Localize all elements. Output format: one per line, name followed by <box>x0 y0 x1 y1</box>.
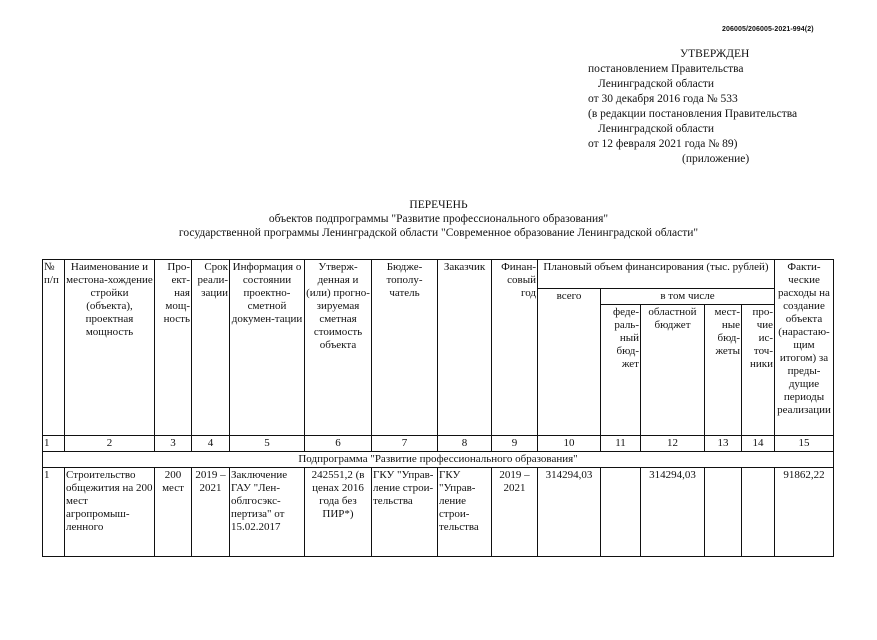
column-number: 3 <box>155 436 192 452</box>
header-actual: Факти-ческие расходы на создание объекта (нарастаю-щим итогом) за преды-дущие периоды реализации <box>775 260 834 436</box>
column-number: 4 <box>192 436 230 452</box>
header-num: № п/п <box>43 260 65 436</box>
approval-line: от 30 декабря 2016 года № 533 <box>588 93 738 105</box>
header-local: мест-ные бюд-жеты <box>705 305 742 436</box>
row-docs: Заключение ГАУ "Лен-облгосэкс-пертиза" от 15.02.2017 <box>230 468 305 557</box>
header-period: Срок реали-зации <box>192 260 230 436</box>
row-customer: ГКУ "Управ-ление строи-тельства <box>438 468 492 557</box>
column-number: 8 <box>438 436 492 452</box>
title-line: объектов подпрограммы "Развитие профессионального образования" <box>268 213 609 225</box>
row-regional: 314294,03 <box>641 468 705 557</box>
header-fin-year: Финан-совый год <box>492 260 538 436</box>
header-total: всего <box>538 289 601 436</box>
row-period: 2019 – 2021 <box>192 468 230 557</box>
column-number: 12 <box>641 436 705 452</box>
approval-stamp <box>588 47 848 167</box>
column-number: 6 <box>305 436 372 452</box>
header-regional: областной бюджет <box>641 305 705 436</box>
row-fin-year: 2019 – 2021 <box>492 468 538 557</box>
approval-line: от 12 февраля 2021 года № 89) <box>588 138 738 150</box>
header-federal: феде-раль-ный бюд-жет <box>601 305 641 436</box>
column-number: 13 <box>705 436 742 452</box>
column-number: 7 <box>372 436 438 452</box>
row-capacity: 200 мест <box>155 468 192 557</box>
approval-line: Ленинградской области <box>598 78 715 90</box>
header-docs: Информация о состоянии проектно-сметной докумен-тации <box>230 260 305 436</box>
title-line: государственной программы Ленинградской области "Современное образование Ленинградской области" <box>178 227 699 239</box>
row-federal <box>601 468 641 557</box>
subprogram-heading: Подпрограмма "Развитие профессионального образования" <box>43 452 834 468</box>
header-other: про-чие ис-точ-ники <box>742 305 775 436</box>
column-number: 1 <box>43 436 65 452</box>
table-row <box>43 468 834 557</box>
approval-heading: УТВЕРЖДЕН <box>680 48 750 60</box>
row-name: Строительство общежития на 200 мест агропромыш-ленного <box>65 468 155 557</box>
row-total: 314294,03 <box>538 468 601 557</box>
header-capacity: Про-ект-ная мощ-ность <box>155 260 192 436</box>
column-number: 15 <box>775 436 834 452</box>
column-number: 5 <box>230 436 305 452</box>
column-number: 10 <box>538 436 601 452</box>
header-customer: Заказчик <box>438 260 492 436</box>
title-heading: ПЕРЕЧЕНЬ <box>409 199 468 211</box>
header-recipient: Бюдже-тополу-чатель <box>372 260 438 436</box>
approval-line: постановлением Правительства <box>588 63 744 75</box>
approval-line: (в редакции постановления Правительства <box>588 108 798 120</box>
row-num: 1 <box>43 468 65 557</box>
row-recipient: ГКУ "Управ-ление строи-тельства <box>372 468 438 557</box>
header-cost: Утверж-денная и (или) прогно-зируемая сметная стоимость объекта <box>305 260 372 436</box>
row-cost: 242551,2 (в ценах 2016 года без ПИР*) <box>305 468 372 557</box>
row-local <box>705 468 742 557</box>
header-including: в том числе <box>601 289 775 305</box>
approval-line: Ленинградской области <box>598 123 715 135</box>
column-number: 2 <box>65 436 155 452</box>
objects-table <box>42 259 834 557</box>
column-number: 9 <box>492 436 538 452</box>
row-other <box>742 468 775 557</box>
document-title <box>0 198 877 240</box>
row-actual: 91862,22 <box>775 468 834 557</box>
column-number: 14 <box>742 436 775 452</box>
header-plan: Плановый объем финансирования (тыс. рублей) <box>538 260 775 289</box>
column-number: 11 <box>601 436 641 452</box>
approval-line: (приложение) <box>682 153 750 165</box>
document-number: 206005/206005-2021-994(2) <box>722 26 814 33</box>
header-name: Наименование и местона-хождение стройки (объекта), проектная мощность <box>65 260 155 436</box>
